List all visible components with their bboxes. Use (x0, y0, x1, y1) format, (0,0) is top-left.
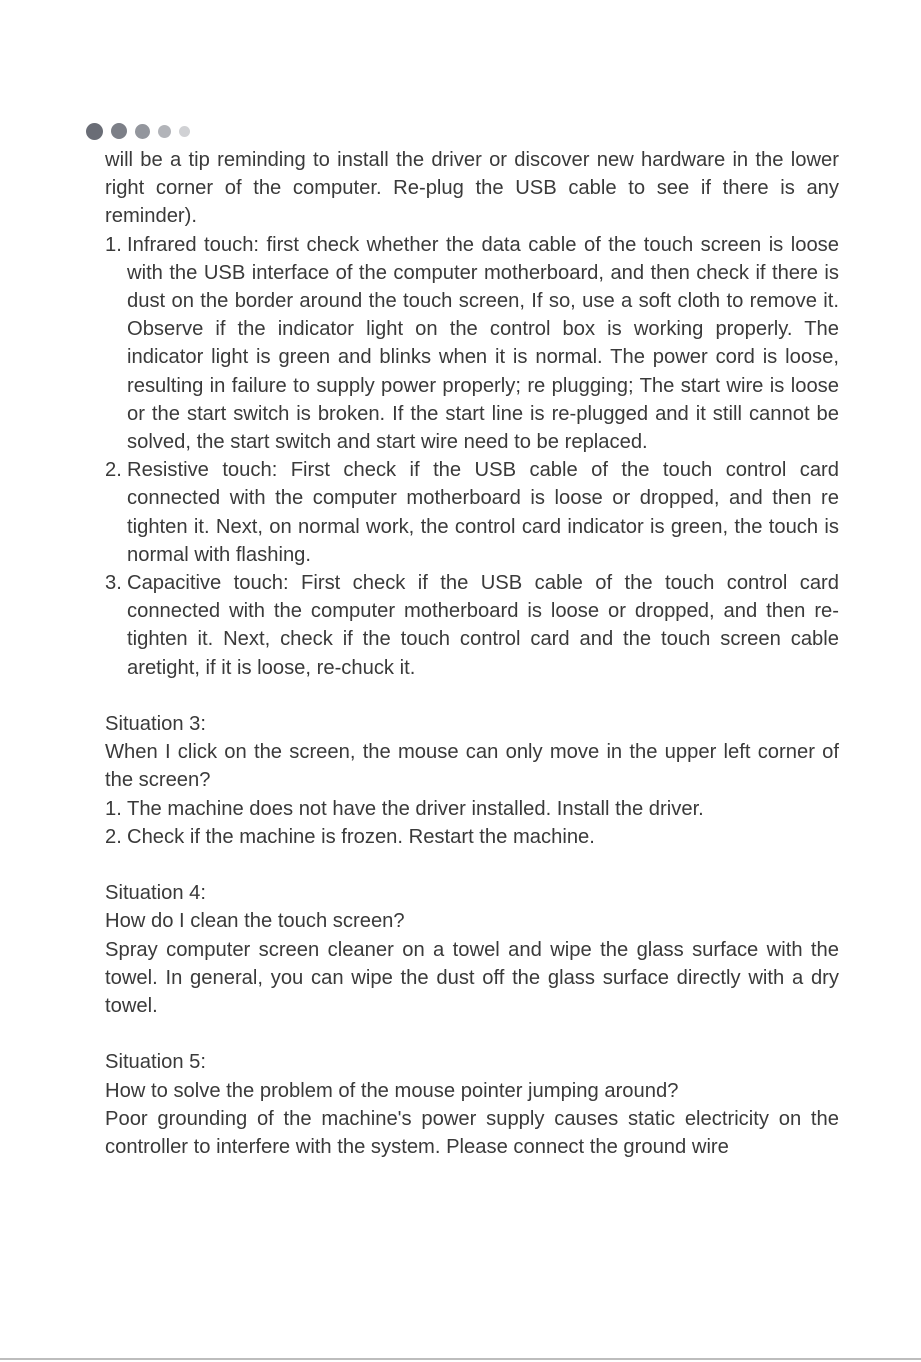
dot-icon (135, 124, 150, 139)
intro-paragraph: will be a tip reminding to install the driver or discover new hardware in the lower right corner of the computer. Re-plug the USB cable to see if there is any reminder). (105, 149, 839, 228)
situation-4-question: How do I clean the touch screen? (105, 910, 405, 933)
situation-4-answer: Spray computer screen cleaner on a towel and wipe the glass surface with the towel. In general, you can wipe the dust off the glass surface directly with a dry towel. (105, 938, 839, 1018)
list-number: 2. (105, 459, 122, 482)
list-text: Infrared touch: first check whether the data cable of the touch screen is loose with the USB interface of the computer motherboard, and then check if there is dust on the border around the touch screen, If so, use a soft cloth to remove it. Observe if the indicator light on the control box is working properly. The indicator light is green and blinks when it is normal. The power cord is loose, resulting in failure to supply power properly; re plugging; The start wire is loose or the start switch is broken. If the start line is re-plugged and it still cannot be solved, the start switch and start wire need to be replaced. (127, 233, 839, 454)
dot-icon (86, 123, 103, 140)
situation-5-question: How to solve the problem of the mouse pointer jumping around? (105, 1079, 679, 1102)
situation-3-question: When I click on the screen, the mouse can only move in the upper left corner of the screen? (105, 741, 839, 792)
situation-5-heading: Situation 5: (105, 1051, 207, 1074)
list-number: 2. (105, 825, 122, 848)
list-item (105, 569, 839, 682)
dot-icon (111, 123, 127, 139)
list-text: Resistive touch: First check if the USB cable of the touch control card connected with the computer motherboard is loose or dropped, and then re tighten it. Next, on normal work, the control card indicator is green, the touch is normal with flashing. (127, 459, 839, 566)
list-item (105, 231, 839, 457)
situation-5-answer: Poor grounding of the machine's power supply causes static electricity on the controller to interfere with the system. Please connect the ground wire (105, 1107, 839, 1159)
list-number: 3. (105, 572, 122, 595)
page-content (105, 146, 839, 1161)
list-text: Capacitive touch: First check if the USB cable of the touch control card connected with the computer motherboard is loose or dropped, and then re-tighten it. Next, check if the touch control card and the touch screen cable aretight, if it is loose, re-chuck it. (127, 572, 839, 679)
situation-4-heading: Situation 4: (105, 882, 207, 905)
dot-icon (158, 125, 171, 138)
list-text: The machine does not have the driver installed. Install the driver. (127, 797, 704, 820)
list-item (105, 456, 839, 569)
list-text: Check if the machine is frozen. Restart the machine. (127, 825, 595, 848)
list-number: 1. (105, 797, 122, 820)
dot-icon (179, 126, 190, 137)
situation-3-heading: Situation 3: (105, 713, 207, 736)
list-number: 1. (105, 233, 122, 256)
page-bottom-border (0, 1358, 921, 1360)
list-item (105, 823, 839, 851)
progress-dots-icon (86, 121, 198, 141)
list-item (105, 795, 839, 823)
